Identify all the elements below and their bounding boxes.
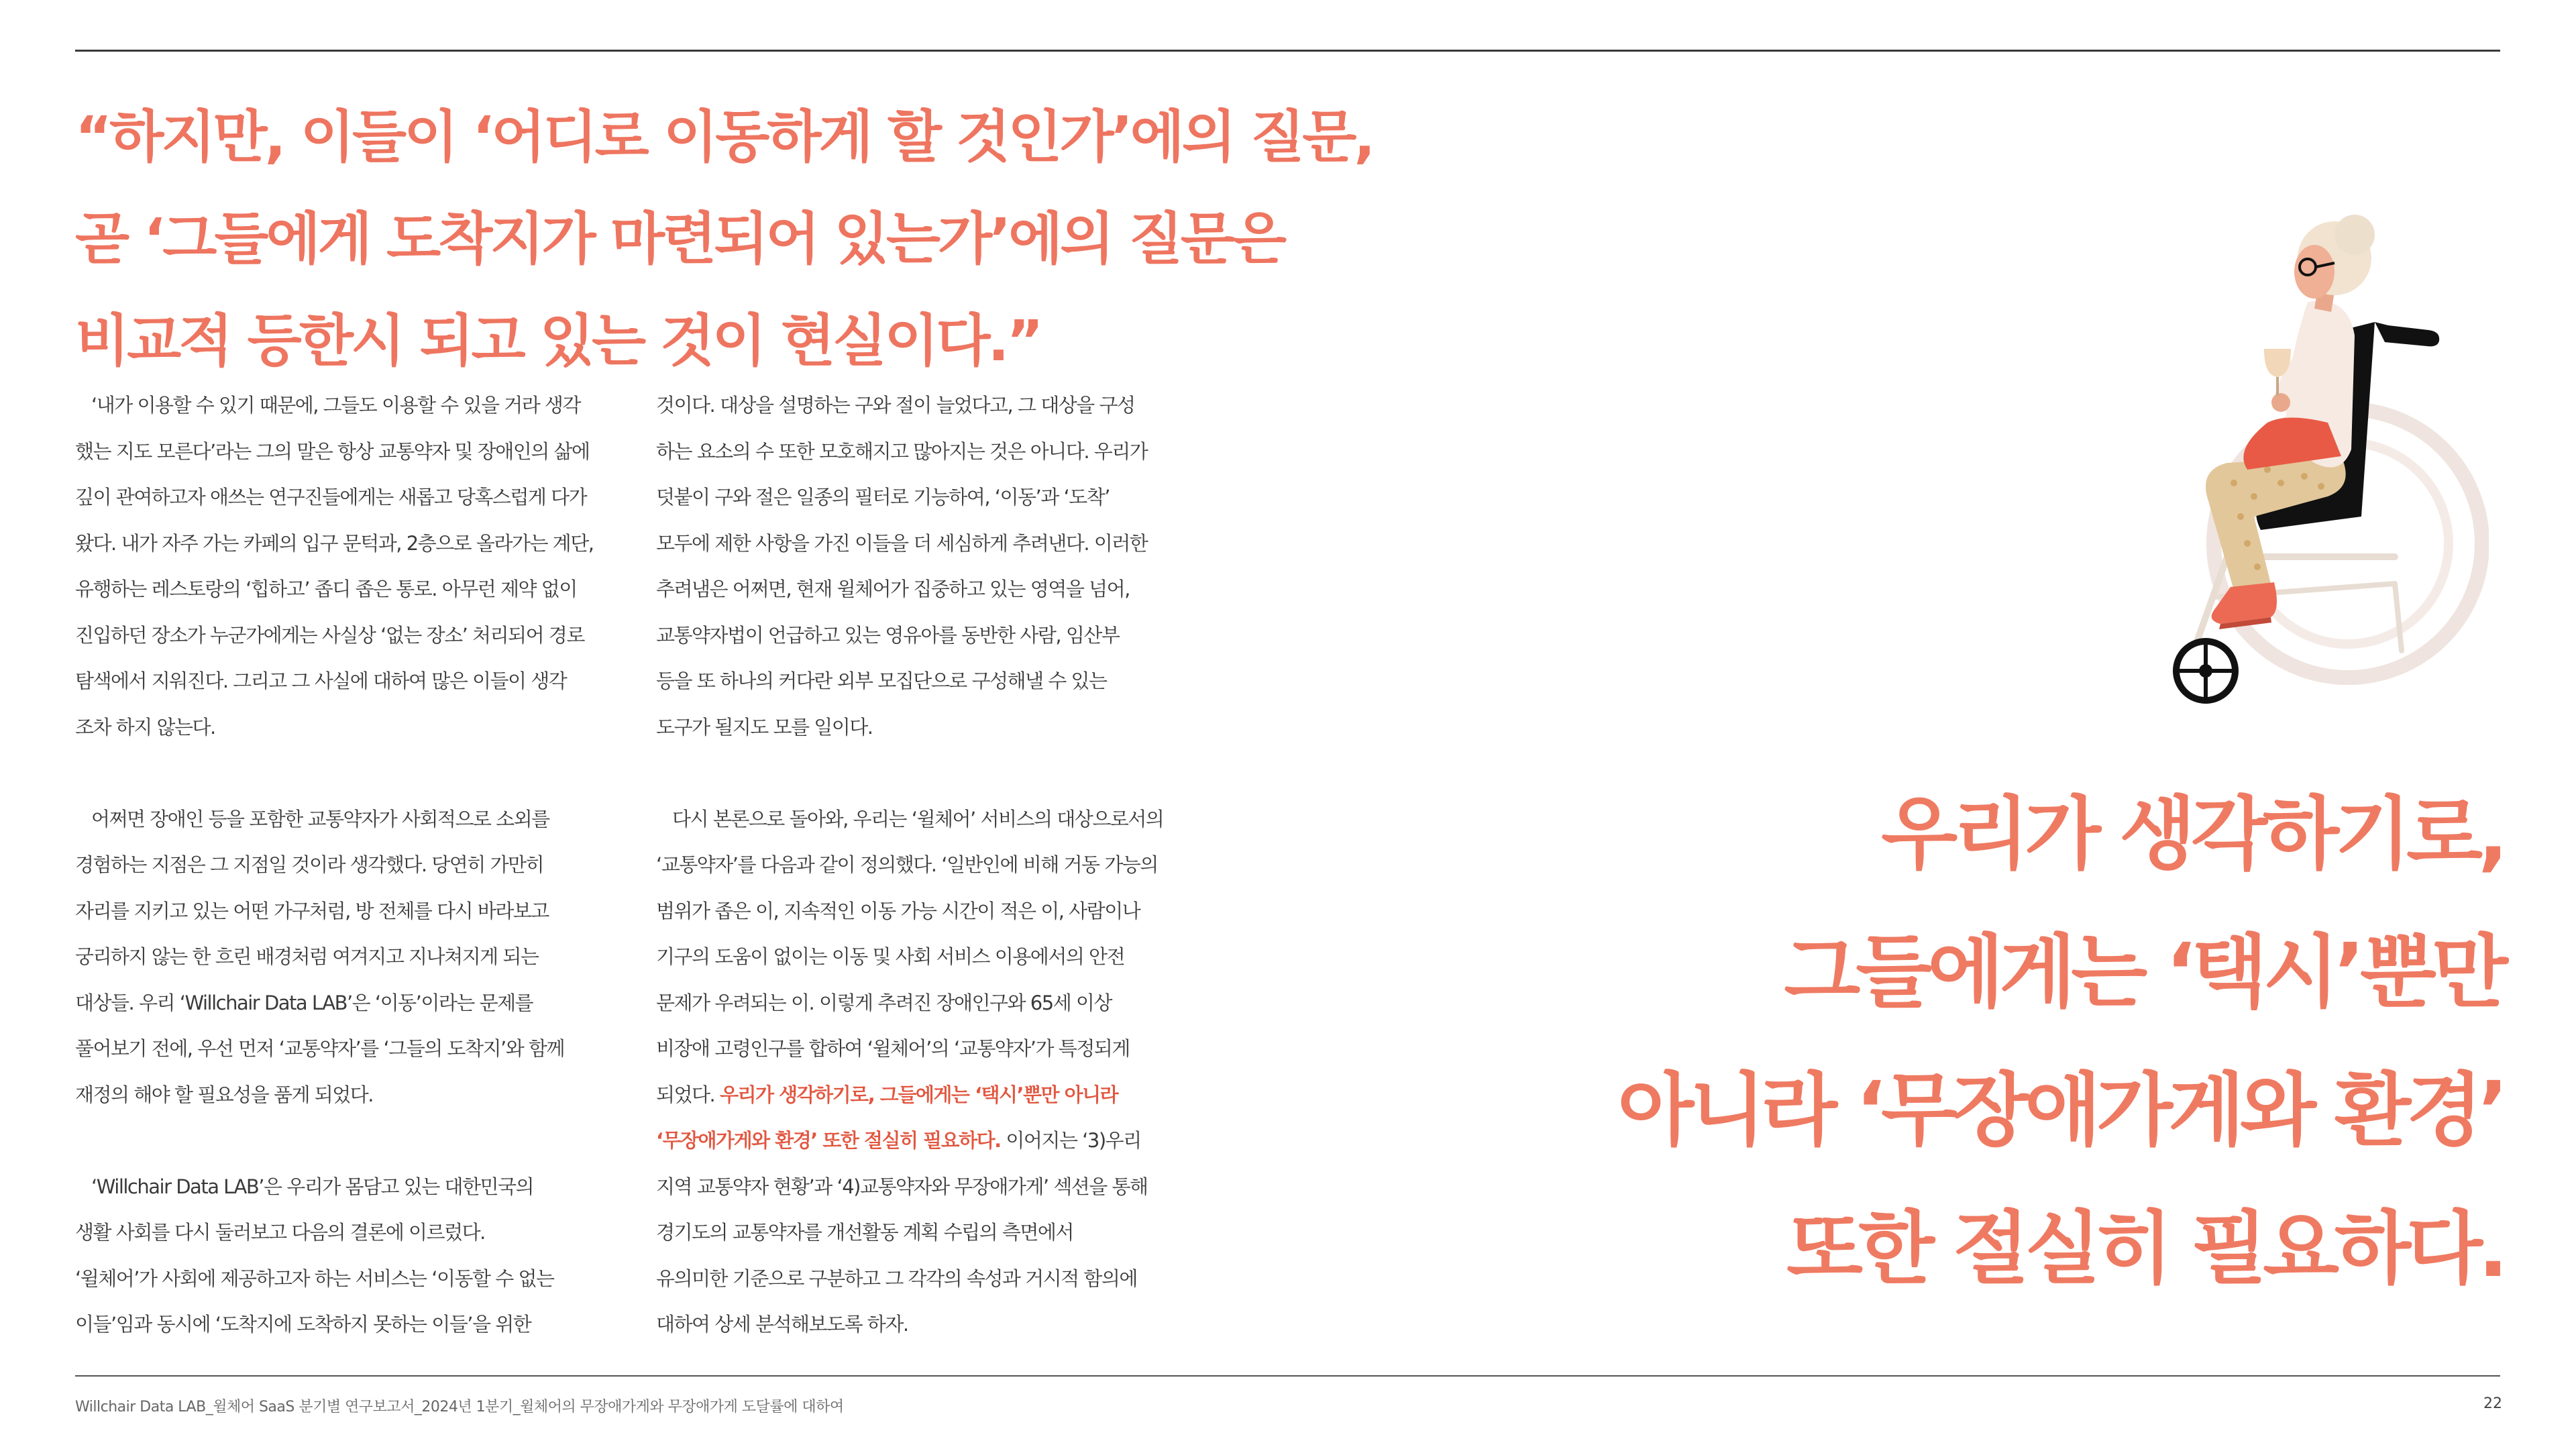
- text-line: 등을 또 하나의 커다란 외부 모집단으로 구성해낼 수 있는: [656, 669, 1107, 692]
- pull-quote: [75, 86, 1373, 392]
- text-line: 유행하는 레스토랑의 ‘힙하고’ 좁디 좁은 통로. 아무런 제약 없이: [75, 578, 577, 600]
- text-line: 범위가 좁은 이, 지속적인 이동 가능 시간이 적은 이, 사람이나: [656, 899, 1140, 922]
- text-line: ‘내가 이용할 수 있기 때문에, 그들도 이용할 수 있을 거라 생각: [91, 394, 580, 417]
- callout-line: 그들에게는 ‘택시’뿐만: [1784, 926, 2504, 1018]
- callout-line: 아니라 ‘무장애가게와 환경’: [1617, 1064, 2504, 1157]
- text-line: 어쩌면 장애인 등을 포함한 교통약자가 사회적으로 소외를: [91, 807, 549, 830]
- text-line: [656, 1118, 1233, 1164]
- text-line: 탐색에서 지워진다. 그리고 그 사실에 대하여 많은 이들이 생각: [75, 669, 567, 692]
- text-line: 왔다. 내가 자주 가는 카페의 입구 문턱과, 2층으로 올라가는 계단,: [75, 531, 594, 555]
- text-line: 조차 하지 않는다.: [75, 715, 215, 739]
- pull-quote-line: “하지만, 이들이 ‘어디로 이동하게 할 것인가’에의 질문,: [75, 104, 1373, 170]
- text-line: 깊이 관여하고자 애쓰는 연구진들에게는 새롭고 당혹스럽게 다가: [75, 486, 587, 508]
- pull-quote-line: 곧 ‘그들에게 도착지가 마련되어 있는가’에의 질문은: [75, 206, 1285, 272]
- page-number: 22: [2483, 1395, 2502, 1412]
- text-line: 추려냄은 어쩌면, 현재 윌체어가 집중하고 있는 영역을 넘어,: [656, 578, 1130, 600]
- paragraph: [75, 1164, 652, 1348]
- text-line: 지역 교통약자 현황’과 ‘4)교통약자와 무장애가게’ 섹션을 통해: [656, 1175, 1148, 1198]
- text-line: 도구가 될지도 모를 일이다.: [656, 715, 873, 739]
- text-line: 생활 사회를 다시 둘러보고 다음의 결론에 이르렀다.: [75, 1221, 485, 1244]
- top-rule: [75, 50, 2500, 52]
- text-line: 유의미한 기준으로 구분하고 그 각각의 속성과 거시적 함의에: [656, 1267, 1137, 1290]
- text-line: 다시 본론으로 돌아와, 우리는 ‘윌체어’ 서비스의 대상으로서의: [672, 807, 1164, 830]
- highlighted-text: 우리가 생각하기로, 그들에게는 ‘택시’뿐만 아니라: [719, 1083, 1118, 1106]
- text-line: ‘교통약자’를 다음과 같이 정의했다. ‘일반인에 비해 거동 가능의: [656, 853, 1158, 876]
- text-line: ‘Willchair Data LAB’은 우리가 몸담고 있는 대한민국의: [91, 1175, 534, 1198]
- text-line: 비장애 고령인구를 합하여 ‘윌체어’의 ‘교통약자’가 특정되게: [656, 1037, 1130, 1060]
- text-line: 경험하는 지점은 그 지점일 것이라 생각했다. 당연히 가만히: [75, 853, 544, 876]
- text-line: 대하여 상세 분석해보도록 하자.: [656, 1313, 908, 1336]
- woman-in-wheelchair-illustration: [2113, 181, 2489, 718]
- text-line: 교통약자법이 언급하고 있는 영유아를 동반한 사람, 임산부: [656, 623, 1120, 647]
- footer-title: Willchair Data LAB_윌체어 SaaS 분기별 연구보고서_2024년 1분기_윌체어의 무장애가게와 무장애가게 도달률에 대하여: [75, 1399, 844, 1415]
- text-line: [656, 1072, 1233, 1118]
- callout-line: 우리가 생각하기로,: [1881, 788, 2504, 880]
- body-column-left: [75, 382, 652, 1348]
- text-line: 경기도의 교통약자를 개선활동 계획 수립의 측면에서: [656, 1221, 1073, 1244]
- text-line: 자리를 지키고 있는 어떤 가구처럼, 방 전체를 다시 바라보고: [75, 899, 549, 922]
- text-line: 궁리하지 않는 한 흐린 배경처럼 여겨지고 지나쳐지게 되는: [75, 945, 539, 968]
- text-line-part: 이어지는 ‘3)우리: [1000, 1129, 1141, 1152]
- text-line: 이들’임과 동시에 ‘도착지에 도착하지 못하는 이들’을 위한: [75, 1313, 531, 1336]
- bottom-rule: [75, 1375, 2500, 1377]
- highlighted-text: ‘무장애가게와 환경’ 또한 절실히 필요하다.: [656, 1129, 1001, 1152]
- text-line: 기구의 도움이 없이는 이동 및 사회 서비스 이용에서의 안전: [656, 945, 1125, 968]
- text-line: 했는 지도 모른다’라는 그의 말은 항상 교통약자 및 장애인의 삶에: [75, 439, 590, 463]
- text-line: 모두에 제한 사항을 가진 이들을 더 세심하게 추려낸다. 이러한: [656, 531, 1148, 555]
- text-line: 것이다. 대상을 설명하는 구와 절이 늘었다고, 그 대상을 구성: [656, 394, 1135, 417]
- text-line: 풀어보기 전에, 우선 먼저 ‘교통약자’를 ‘그들의 도착지’와 함께: [75, 1037, 564, 1060]
- text-line: 덧붙이 구와 절은 일종의 필터로 기능하여, ‘이동’과 ‘도착’: [656, 486, 1110, 508]
- text-line: 진입하던 장소가 누군가에게는 사실상 ‘없는 장소’ 처리되어 경로: [75, 623, 584, 647]
- callout-line: 또한 절실히 필요하다.: [1786, 1202, 2504, 1295]
- text-line: 문제가 우려되는 이. 이렇게 추려진 장애인구와 65세 이상: [656, 991, 1112, 1014]
- text-line: 재정의 해야 할 필요성을 품게 되었다.: [75, 1083, 374, 1106]
- text-line: ‘윌체어’가 사회에 제공하고자 하는 서비스는 ‘이동할 수 없는: [75, 1267, 554, 1290]
- callout-heading: [1296, 765, 2504, 1318]
- paragraph: [656, 382, 1233, 750]
- paragraph: [656, 796, 1233, 1348]
- text-line: 하는 요소의 수 또한 모호해지고 많아지는 것은 아니다. 우리가: [656, 439, 1148, 463]
- body-column-right: [656, 382, 1233, 1348]
- pull-quote-line: 비교적 등한시 되고 있는 것이 현실이다.”: [75, 308, 1041, 374]
- text-line-part: 되었다.: [656, 1083, 720, 1106]
- paragraph: [75, 382, 652, 750]
- paragraph: [75, 796, 652, 1118]
- text-line: 대상들. 우리 ‘Willchair Data LAB’은 ‘이동’이라는 문제를: [75, 991, 533, 1014]
